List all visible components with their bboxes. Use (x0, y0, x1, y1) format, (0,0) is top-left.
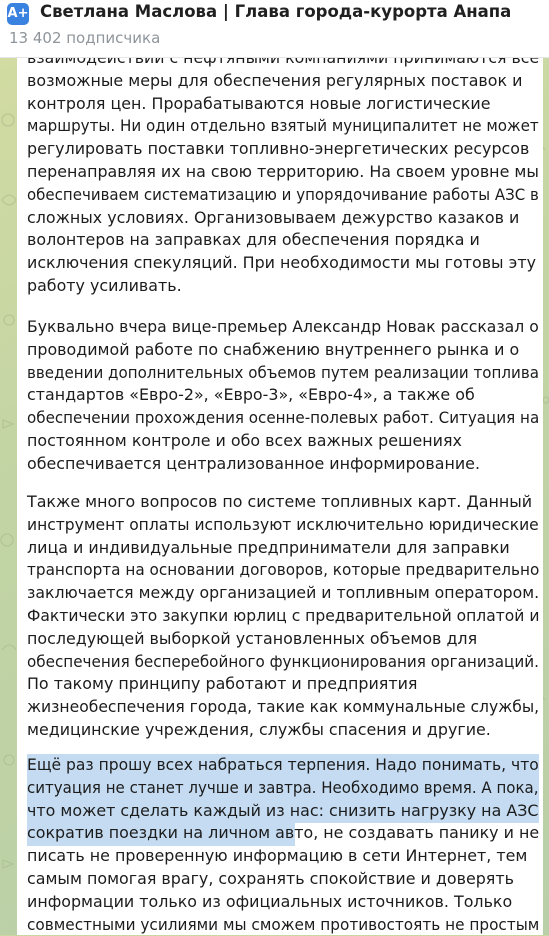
text-line: обеспечивается централизованное информирование. (27, 453, 481, 473)
text-line: постоянном контроле и обо всех важных решениях (27, 430, 462, 450)
text-line: волонтеров на заправках для обеспечения порядка и (27, 230, 480, 250)
selected-fragment: сократив поездки на личном авто (27, 823, 314, 843)
text-line: исключения спекуляций. При необходимости мы готовы эту (27, 253, 536, 273)
text-line: что может сделать каждый из нас: снизить нагрузку на АЗС (27, 800, 539, 820)
text-line: последующей выборкой установленных объемов для (27, 628, 478, 648)
text-line: маршруты. Ни один отдельно взятый муниципалитет не может (27, 116, 539, 136)
text-line: совместными усилиями мы сможем противостоять не простым (27, 914, 540, 934)
text-line: возможные меры для обеспечения регулярных поставок и (27, 70, 523, 90)
text-line: писать не проверенную информацию в сети Интернет, тем (27, 846, 528, 866)
text-line: Фактически это закупки юрлиц с предварительной оплатой и (27, 605, 540, 625)
text-line: медицинские учреждения, службы спасения и другие. (27, 719, 491, 739)
text-line: Ещё раз прошу всех набраться терпения. Надо понимать, что (27, 755, 539, 774)
text-line: информации только из официальных источников. Только (27, 891, 513, 911)
text-line: жизнеобеспечения города, такие как коммунальные службы, (27, 697, 540, 717)
text-line: лица и индивидуальные предприниматели для заправки (27, 537, 510, 557)
text-line: введении дополнительных объемов путем реализации топлива (27, 362, 539, 382)
text-line: стандартов «Евро-2», «Евро-3», «Евро-4», а также об (27, 385, 475, 405)
text-line: Буквально вчера вице-премьер Александр Новак рассказал о (27, 317, 539, 336)
post-paragraph (27, 316, 543, 476)
text-line: сложных условиях. Организовываем дежурство казаков и (27, 207, 520, 227)
unselected-fragment: , не создавать панику и не (313, 823, 540, 843)
post-paragraph (27, 491, 543, 742)
text-line: инструмент оплаты используют исключительно юридические (27, 514, 539, 534)
post-paragraph-selected[interactable] (27, 754, 543, 936)
subscriber-count: 13 402 подписчика (9, 29, 161, 47)
text-line: По такому принципу работают и предприятия (27, 674, 418, 694)
text-line: транспорта на основании договоров, которые предварительно (27, 560, 540, 580)
channel-header[interactable] (0, 0, 549, 58)
text-line: самым помогая врагу, сохранять спокойствие и доверять (27, 868, 514, 888)
text-line: регулировать поставки топливно-энергетических ресурсов (27, 139, 530, 159)
text-line-mixed (27, 822, 539, 845)
text-line: Также много вопросов по системе топливных карт. Данный (27, 492, 533, 511)
channel-avatar[interactable]: A+ (7, 3, 29, 25)
text-line: проводимой работе по снабжению внутреннего рынка и о (27, 339, 520, 359)
text-line: работу усиливать. (27, 275, 182, 295)
text-line: обеспечении прохождения осенне-полевых работ. Ситуация на (27, 408, 540, 428)
text-line: заключается между организацией и топливным оператором. (27, 583, 540, 603)
text-line: обеспечения бесперебойного функционирования организаций. (27, 651, 539, 671)
channel-title[interactable]: Светлана Маслова | Глава города-курорта Анапа (40, 2, 512, 21)
text-line: ситуация не станет лучше и завтра. Необходимо время. А пока, (27, 777, 539, 797)
post-bubble[interactable] (17, 58, 543, 935)
text-line: обеспечиваем систематизацию и упорядочивание работы АЗС в (27, 184, 539, 204)
text-line: контроля цен. Прорабатываются новые логистические (27, 93, 491, 113)
text-line: перенаправляя их на свою территорию. На своем уровне мы (27, 161, 539, 181)
post-paragraph (27, 47, 543, 298)
